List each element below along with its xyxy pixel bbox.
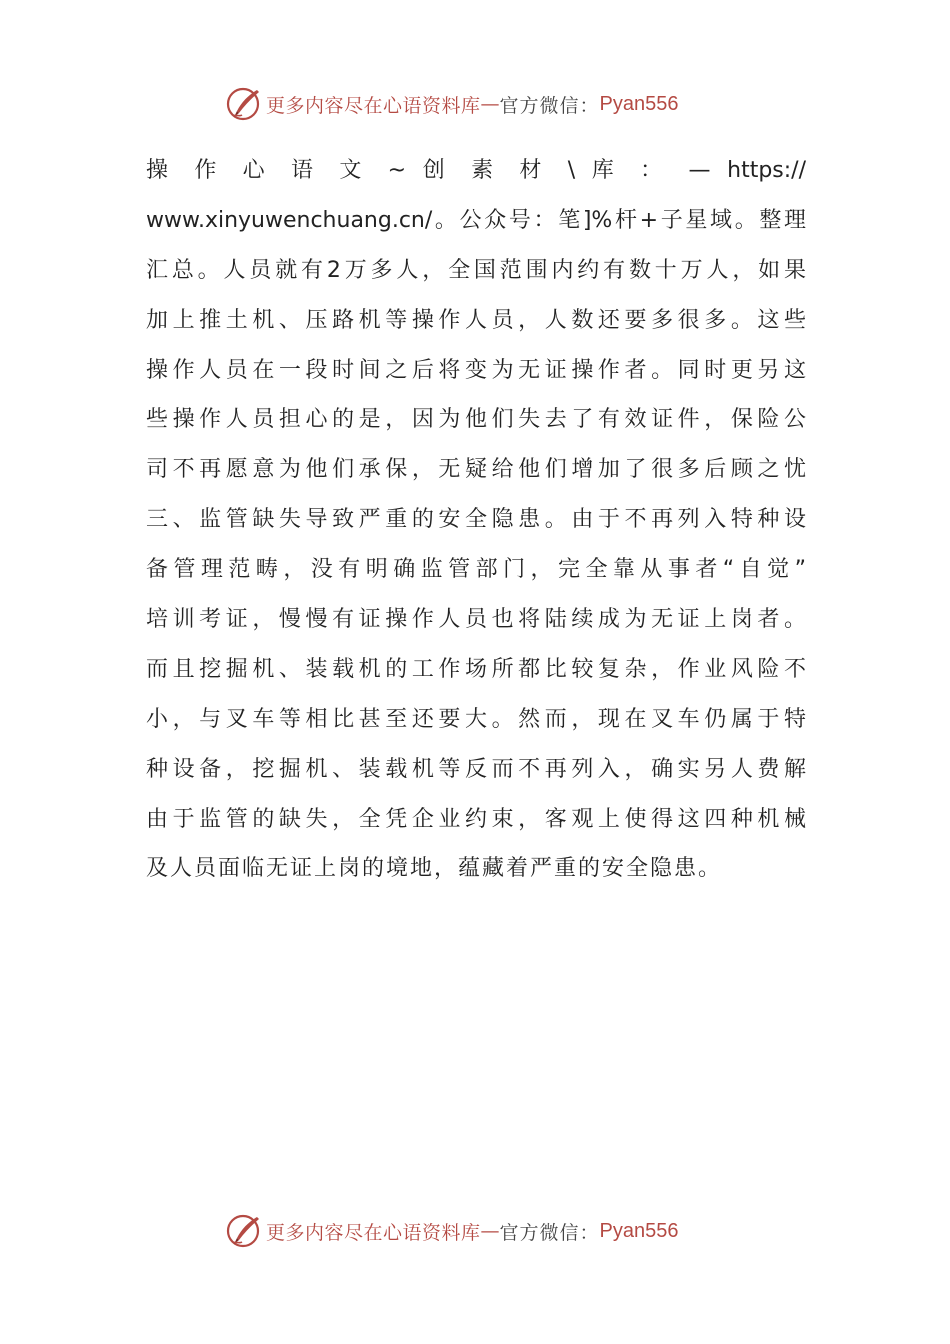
banner-wechat-label: 官方微信： (499, 94, 600, 117)
body-line: 而且挖掘机、装载机的工作场所都比较复杂，作业风险不 (146, 656, 806, 682)
banner-wechat-label: 官方微信： (499, 1221, 600, 1244)
document-body (146, 146, 806, 894)
body-line: 培训考证，慢慢有证操作人员也将陆续成为无证上岗者。 (146, 607, 806, 633)
quill-pen-logo-icon (226, 86, 262, 122)
banner-dash: — (480, 93, 500, 115)
header-banner (226, 84, 679, 124)
body-line: 由于监管的缺失，全凭企业约束，客观上使得这四种机械 (146, 806, 806, 832)
banner-wechat-id: Pyan556 (599, 92, 679, 115)
body-line: 操作人员在一段时间之后将变为无证操作者。同时更另这 (146, 357, 806, 383)
body-line: 小，与叉车等相比甚至还要大。然而，现在叉车仍属于特 (146, 706, 806, 732)
footer-banner (226, 1211, 679, 1251)
body-line: 操 作 心 语 文 ~ 创 素 材 \ 库 ： — https:// (146, 158, 806, 183)
quill-pen-logo-icon (226, 1213, 262, 1249)
body-line: 加上推土机、压路机等操作人员，人数还要多很多。这些 (146, 307, 806, 333)
banner-wechat-id: Pyan556 (599, 1219, 679, 1242)
body-line: 备管理范畴，没有明确监管部门，完全靠从事者“自觉” (146, 557, 806, 583)
body-line: 及人员面临无证上岗的境地，蕴藏着严重的安全隐患。 (146, 856, 723, 882)
body-line: www.xinyuwenchuang.cn/。公众号：笔]%杆+子星域。整理 (146, 207, 806, 233)
banner-site-text: 更多内容尽在心语资料库 (266, 94, 481, 117)
body-line: 种设备，挖掘机、装载机等反而不再列入，确实另人费解 (146, 756, 806, 782)
body-line: 司不再愿意为他们承保，无疑给他们增加了很多后顾之忧 (146, 457, 806, 483)
body-line: 汇总。人员就有2万多人，全国范围内约有数十万人，如果 (146, 257, 806, 283)
body-line: 些操作人员担心的是，因为他们失去了有效证件，保险公 (146, 407, 806, 433)
banner-site-text: 更多内容尽在心语资料库 (266, 1221, 481, 1244)
body-line: 三、监管缺失导致严重的安全隐患。由于不再列入特种设 (146, 507, 806, 533)
banner-dash: — (480, 1220, 500, 1242)
